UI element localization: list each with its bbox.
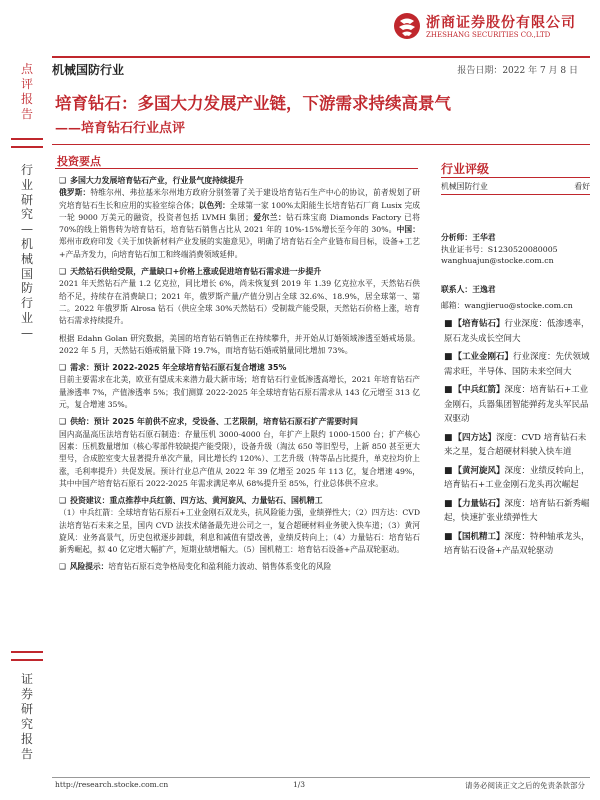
rating-divider (441, 194, 590, 195)
point-heading: ❑ 需求：预计 2022-2025 年全球培育钻石原石复合增速 35% (59, 363, 287, 373)
logo-icon (393, 12, 421, 40)
risk-note: ❑ 风险提示：培育钻石原石竞争格局变化和盈利能力波动、销售体系变化的风险 (59, 561, 332, 571)
sidebar-divider (11, 138, 43, 140)
sidebar-doc-type: 证券研究报告 (20, 672, 33, 761)
square-icon: ■ (444, 465, 453, 476)
analyst-cert: 执业证书号：S1230520080005 (441, 244, 558, 254)
summary-heading: 投资要点 (57, 155, 101, 168)
checkbox-icon: ❑ (59, 417, 67, 427)
rating-label: 机械国防行业 (441, 182, 488, 191)
rating-divider (441, 177, 590, 178)
square-icon: ■ (444, 432, 453, 443)
analyst-block: 分析师：王华君 执业证书号：S1230520080005 wanghuajun@stocke.com.cn (441, 232, 591, 267)
related-report-item[interactable]: ■【力量钻石】深度：培育钻石新秀崛起，快速扩张业绩弹性大 (444, 498, 590, 524)
sidebar-divider (11, 651, 43, 653)
paragraph: 俄罗斯：特维尔州、弗拉基米尔州地方政府分别签署了关于建设培育钻石生产中心的协议，前者规划了研究培育钻石生长和应用的实验室综合体；以色列：全球第一家 100%太阳能生长培育钻石厂商 Lusix 完成一轮 9000 万美元的融资，投资者包括 LVMH 集团；爱尔兰：钻石珠宝商 Diamonds Factory 已将 70%的线上销售转为培育钻石，培育钻石销售占比从 2021 年的 10%-15%增长至今年的 30%。中国：郑州市政府印发《关于加快新材料产业发展的实施意见》，明确了培育钻石全产业链布局目标，设备+工艺+产品齐发力，向培育钻石加工和终端消费领域延伸。 (59, 188, 420, 259)
square-icon: ■ (444, 319, 453, 329)
point-heading: ❑ 天然钻石供给受限，产量缺口+价格上涨或促进培育钻石需求进一步提升 (59, 267, 322, 277)
contact-email[interactable]: wangjieruo@stocke.com.cn (464, 301, 573, 310)
contact-name: 王逸君 (472, 285, 496, 294)
report-date: 报告日期：2022 年 7 月 8 日 (457, 66, 578, 76)
sidebar-divider (11, 146, 43, 148)
company-name: 浙商证券股份有限公司 (426, 15, 576, 31)
paragraph: 根据 Edahn Golan 研究数据，美国的培育钻石销售正在持续攀升，并开始从订婚领域渗透至婚戒场景。2022 年 5 月，天然钻石婚戒销量下降 19.7%，而培育钻石婚戒销量同比增加 73%。 (59, 333, 420, 355)
disclaimer-note: 请务必阅读正文之后的免责条款部分 (465, 781, 585, 790)
sidebar-report-type: 点评报告 (20, 62, 33, 121)
square-icon: ■ (444, 531, 453, 542)
rating-value: 看好 (574, 182, 590, 191)
square-icon: ■ (444, 352, 453, 362)
point-heading: ❑ 多国大力发展培育钻石产业，行业景气度持续提升 (59, 176, 244, 185)
checkbox-icon: ❑ (59, 176, 67, 185)
related-reports (444, 317, 590, 563)
sidebar-category: 行业研究—机械国防行业— (20, 163, 33, 340)
paragraph: （1）中兵红箭：全球培育钻石原石+工业金刚石双龙头，抗风险能力强，业绩弹性大；（2）四方达：CVD 法培育钻石未来之星，国内 CVD 法技术储备最先进公司之一，复合超硬材料业务驶入快车道；（3）黄河旋风：业务高景气，历史包袱逐步卸载，利息和减值有望改善，业绩反转向上；（4）力量钻石：培育钻石新秀崛起，拟 40 亿定增大幅扩产，短期业绩增幅大。（5）国机精工：培育钻石设备+产品双轮驱动。 (59, 508, 420, 555)
sidebar-divider (11, 659, 43, 661)
summary-divider (55, 168, 418, 169)
checkbox-icon: ❑ (59, 363, 67, 373)
square-icon: ■ (444, 498, 453, 509)
related-report-item[interactable]: ■【中兵红箭】深度：培育钻石+工业金刚石，兵器集团智能弹药龙头军民品双驱动 (444, 385, 589, 425)
related-report-item[interactable]: ■【培育钻石】行业深度：低渗透率，原石龙头成长空间大 (444, 319, 590, 344)
point-heading: ❑ 供给：预计 2025 年前供不应求，受设备、工艺限制，培育钻石原石扩产需要时间 (59, 417, 358, 427)
industry-title: 机械国防行业 (52, 63, 125, 77)
report-title: 培育钻石：多国大力发展产业链，下游需求持续高景气 (55, 94, 451, 113)
analyst-name: 王华君 (472, 233, 496, 242)
rating-heading: 行业评级 (441, 162, 490, 176)
related-report-item[interactable]: ■【四方达】深度：CVD 培育钻石未来之星，复合超硬材料驶入快车道 (444, 432, 587, 458)
related-report-item[interactable]: ■【黄河旋风】深度：业绩反转向上，培育钻石+工业金刚石龙头再次崛起 (444, 465, 590, 491)
summary-body (59, 170, 420, 573)
rating-row (441, 181, 590, 192)
related-report-item[interactable]: ■【工业金刚石】行业深度：先伏领域需求旺，半导体、国防未来空间大 (444, 352, 590, 377)
header-divider (52, 56, 590, 58)
paragraph: 目前主要需求在北美，欧亚有望成未来潜力最大新市场；培育钻石行业低渗透高增长，2021 年培育钻石产量渗透率 7%，产值渗透率 5%；我们测算 2022-2025 年全球培育钻石原石需求从 143 亿元增至 313 亿元，复合增速 35%。 (59, 375, 421, 410)
company-logo (393, 10, 593, 44)
footer-divider (52, 777, 590, 778)
checkbox-icon: ❑ (59, 496, 67, 506)
checkbox-icon: ❑ (59, 561, 66, 571)
footer-url[interactable]: http://research.stocke.com.cn (55, 780, 169, 789)
square-icon: ■ (444, 385, 453, 395)
paragraph: 2021 年天然钻石产量 1.2 亿克拉，同比增长 6%，尚未恢复到 2019 年 1.39 亿克拉水平，天然钻石供给不足，持续存在消费缺口；2021 年，俄罗斯产量/产值分别占全球 32.6%、18.9%，居全球第一、第二。2022 年俄罗斯 Alrosa 钻石（供应全球 30%天然钻石）受制裁产能受限，天然钻石价格上涨，培育钻石需求持续提升。 (59, 279, 420, 326)
point-heading: ❑ 投资建议：重点推荐中兵红箭、四方达、黄河旋风、力量钻石、国机精工 (59, 496, 323, 506)
report-subtitle: ——培育钻石行业点评 (55, 121, 186, 136)
paragraph: 国内高温高压法培育钻石原石制造：存量压机 3000-4000 台，年扩产上限约 1000-1500 台；扩产核心因素：压机数量增加（核心零部件较缺提产能受限），设备升级（淘汰 650 等旧型号，上新 850 甚至更大型号，合成腔室变大显著提升单次产量，同比增长约 120%）、工艺升级（特等品占比提升，单克拉均价上涨，毛利率提升）共促发展。预计行业总产值从 2022 年 39 亿增至 2025 年 113 亿，复合增速 49%，其中中国产培育钻石原石 2022-2025 年需求满足率从 68%提升至 85%，行业总体供不应求。 (59, 429, 420, 488)
checkbox-icon: ❑ (59, 267, 67, 277)
analyst-email[interactable]: wanghuajun@stocke.com.cn (441, 256, 554, 265)
company-name-en: ZHESHANG SECURITIES CO.,LTD (426, 31, 551, 39)
related-report-item[interactable]: ■【国机精工】深度：特种轴承龙头，培育钻石设备+产品双轮驱动 (444, 531, 590, 557)
contact-block: 联系人：王逸君 邮箱：wangjieruo@stocke.com.cn (441, 285, 573, 310)
page-number: 1/3 (293, 780, 306, 789)
title-divider (52, 144, 590, 145)
